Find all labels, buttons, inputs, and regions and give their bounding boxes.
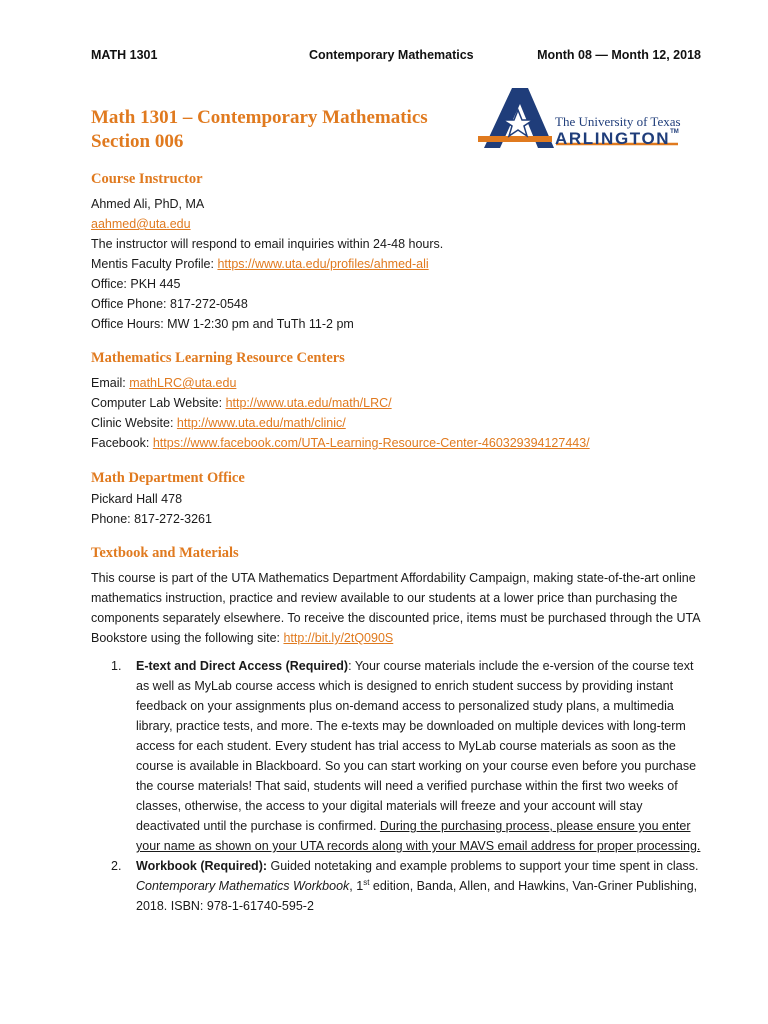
instructor-hours: Office Hours: MW 1-2:30 pm and TuTh 11-2 pm: [91, 317, 354, 331]
textbook-intro: This course is part of the UTA Mathematics Department Affordability Campaign, making state-of-the-art online mathematics instruction, practice and review available to our students at a lower price than purchasing the components separately elsewhere. To receive the discounted price, items must be purchased through the UTA Bookstore using the following site: http://bit.ly/2tQ090S: [91, 571, 700, 645]
lrc-lab-line: Computer Lab Website: http://www.uta.edu/math/LRC/: [91, 396, 392, 410]
lrc-facebook-link[interactable]: https://www.facebook.com/UTA-Learning-Resource-Center-460329394127443/: [152, 436, 590, 450]
logo-arlington-text: ARLINGTON™: [555, 129, 679, 148]
instructor-name: Ahmed Ali, PhD, MA: [91, 197, 205, 211]
instructor-email-link[interactable]: aahmed@uta.edu: [91, 217, 191, 231]
header-course-code: MATH 1301: [91, 48, 158, 62]
logo-university-text: The University of Texas: [555, 114, 681, 129]
lrc-facebook-line: Facebook: https://www.facebook.com/UTA-Learning-Resource-Center-460329394127443/: [91, 436, 590, 450]
heading-learning-resource-centers: Mathematics Learning Resource Centers: [91, 350, 345, 366]
heading-math-department-office: Math Department Office: [91, 470, 245, 486]
instructor-profile-link[interactable]: https://www.uta.edu/profiles/ahmed-ali: [217, 257, 429, 271]
list-item: 1. E-text and Direct Access (Required): Your course materials include the e-version of the course text as well as MyLab course access which is designed to enrich student success by providing instant feedback on your assignments plus on-demand access to personalized study plans, a multimedia library, practice tests, and more. The e-texts may be downloaded on multiple devices with long-term access for each student. Every student has trial access to MyLab course materials as soon as the course is available in Blackboard. So you can start working on your course even before you purchase the course materials! That said, students will need a verified purchase within the first two weeks of classes, otherwise, the access to your digital materials will freeze and your account will stay deactivated until the purchase is confirmed. During the purchasing process, please ensure you enter your name as shown on your UTA records along with your MAVS email address for proper processing.: [111, 659, 701, 853]
instructor-office: Office: PKH 445: [91, 277, 181, 291]
lrc-clinic-link[interactable]: http://www.uta.edu/math/clinic/: [176, 416, 346, 430]
lrc-email-link[interactable]: mathLRC@uta.edu: [129, 376, 237, 390]
lrc-clinic-line: Clinic Website: http://www.uta.edu/math/clinic/: [91, 416, 346, 430]
instructor-phone: Office Phone: 817-272-0548: [91, 297, 248, 311]
heading-textbook-materials: Textbook and Materials: [91, 545, 239, 561]
heading-course-instructor: Course Instructor: [91, 171, 203, 187]
instructor-response-time: The instructor will respond to email inquiries within 24-48 hours.: [91, 237, 444, 251]
dept-phone: Phone: 817-272-3261: [91, 512, 212, 526]
header-course-title: Contemporary Mathematics: [309, 48, 474, 62]
title-line-2: Section 006: [91, 131, 184, 152]
bookstore-link[interactable]: http://bit.ly/2tQ090S: [283, 631, 394, 645]
page-title: [91, 106, 428, 154]
uta-logo: [478, 84, 700, 152]
title-line-1: Math 1301 – Contemporary Mathematics: [91, 107, 428, 128]
dept-location: Pickard Hall 478: [91, 492, 183, 506]
list-item: 2. Workbook (Required): Guided notetaking and example problems to support your time spent in class. Contemporary Mathematics Workbook, 1st edition, Banda, Allen, and Hawkins, Van-Griner Publishing, 2018. ISBN: 978-1-61740-595-2: [111, 859, 699, 913]
instructor-profile-line: Mentis Faculty Profile: https://www.uta.edu/profiles/ahmed-ali: [91, 257, 429, 271]
header-dates: Month 08 — Month 12, 2018: [537, 48, 701, 62]
materials-list: [91, 656, 703, 916]
lrc-lab-link[interactable]: http://www.uta.edu/math/LRC/: [225, 396, 392, 410]
instructor-email-line: [91, 214, 191, 234]
lrc-email-line: Email: mathLRC@uta.edu: [91, 376, 237, 390]
